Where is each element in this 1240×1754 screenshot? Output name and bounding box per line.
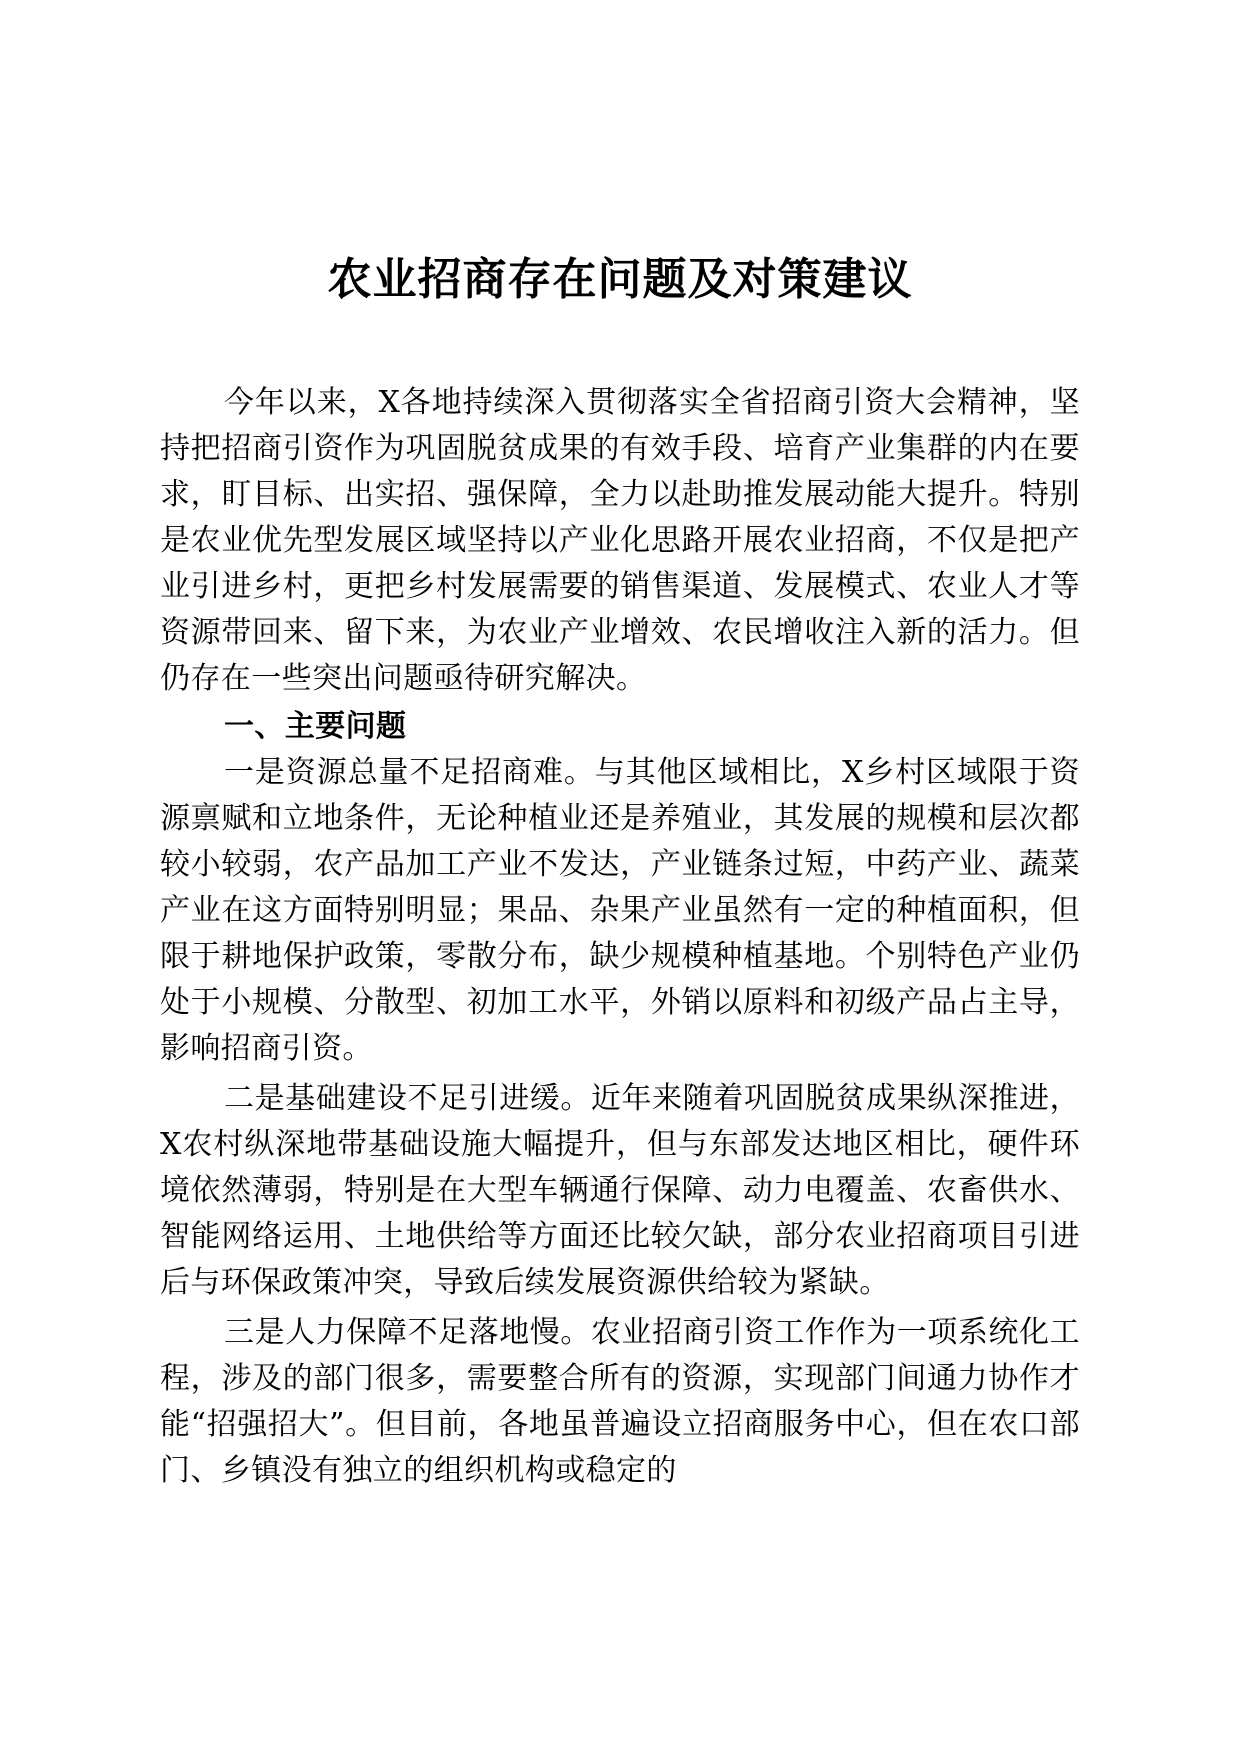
document-title: 农业招商存在问题及对策建议: [327, 254, 913, 305]
problem-paragraph-infrastructure: 二是基础建设不足引进缓。近年来随着巩固脱贫成果纵深推进，X农村纵深地带基础设施大幅提升，但与东部发达地区相比，硬件环境依然薄弱，特别是在大型车辆通行保障、动力电覆盖、农畜供水、智能网络运用、土地供给等方面还比较欠缺，部分农业招商项目引进后与环保政策冲突，导致后续发展资源供给较为紧缺。: [160, 1081, 1080, 1300]
problem-paragraph-manpower: 三是人力保障不足落地慢。农业招商引资工作作为一项系统化工程，涉及的部门很多，需要整合所有的资源，实现部门间通力协作才能“招强招大”。但目前，各地虽普遍设立招商服务中心，但在农口部门、乡镇没有独立的组织机构或稳定的: [160, 1315, 1080, 1488]
document-body: [160, 380, 1080, 1494]
intro-paragraph: 今年以来，X各地持续深入贯彻落实全省招商引资大会精神，坚持把招商引资作为巩固脱贫成果的有效手段、培育产业集群的内在要求，盯目标、出实招、强保障，全力以赴助推发展动能大提升。特别是农业优先型发展区域坚持以产业化思路开展农业招商，不仅是把产业引进乡村，更把乡村发展需要的销售渠道、发展模式、农业人才等资源带回来、留下来，为农业产业增效、农民增收注入新的活力。但仍存在一些突出问题亟待研究解决。: [160, 385, 1080, 696]
section-heading-main-problems: 一、主要问题: [224, 709, 407, 744]
problem-paragraph-resources: 一是资源总量不足招商难。与其他区域相比，X乡村区域限于资源禀赋和立地条件，无论种植业还是养殖业，其发展的规模和层次都较小较弱，农产品加工产业不发达，产业链条过短，中药产业、蔬菜产业在这方面特别明显；果品、杂果产业虽然有一定的种植面积，但限于耕地保护政策，零散分布，缺少规模种植基地。个别特色产业仍处于小规模、分散型、初加工水平，外销以原料和初级产品占主导，影响招商引资。: [160, 755, 1080, 1066]
